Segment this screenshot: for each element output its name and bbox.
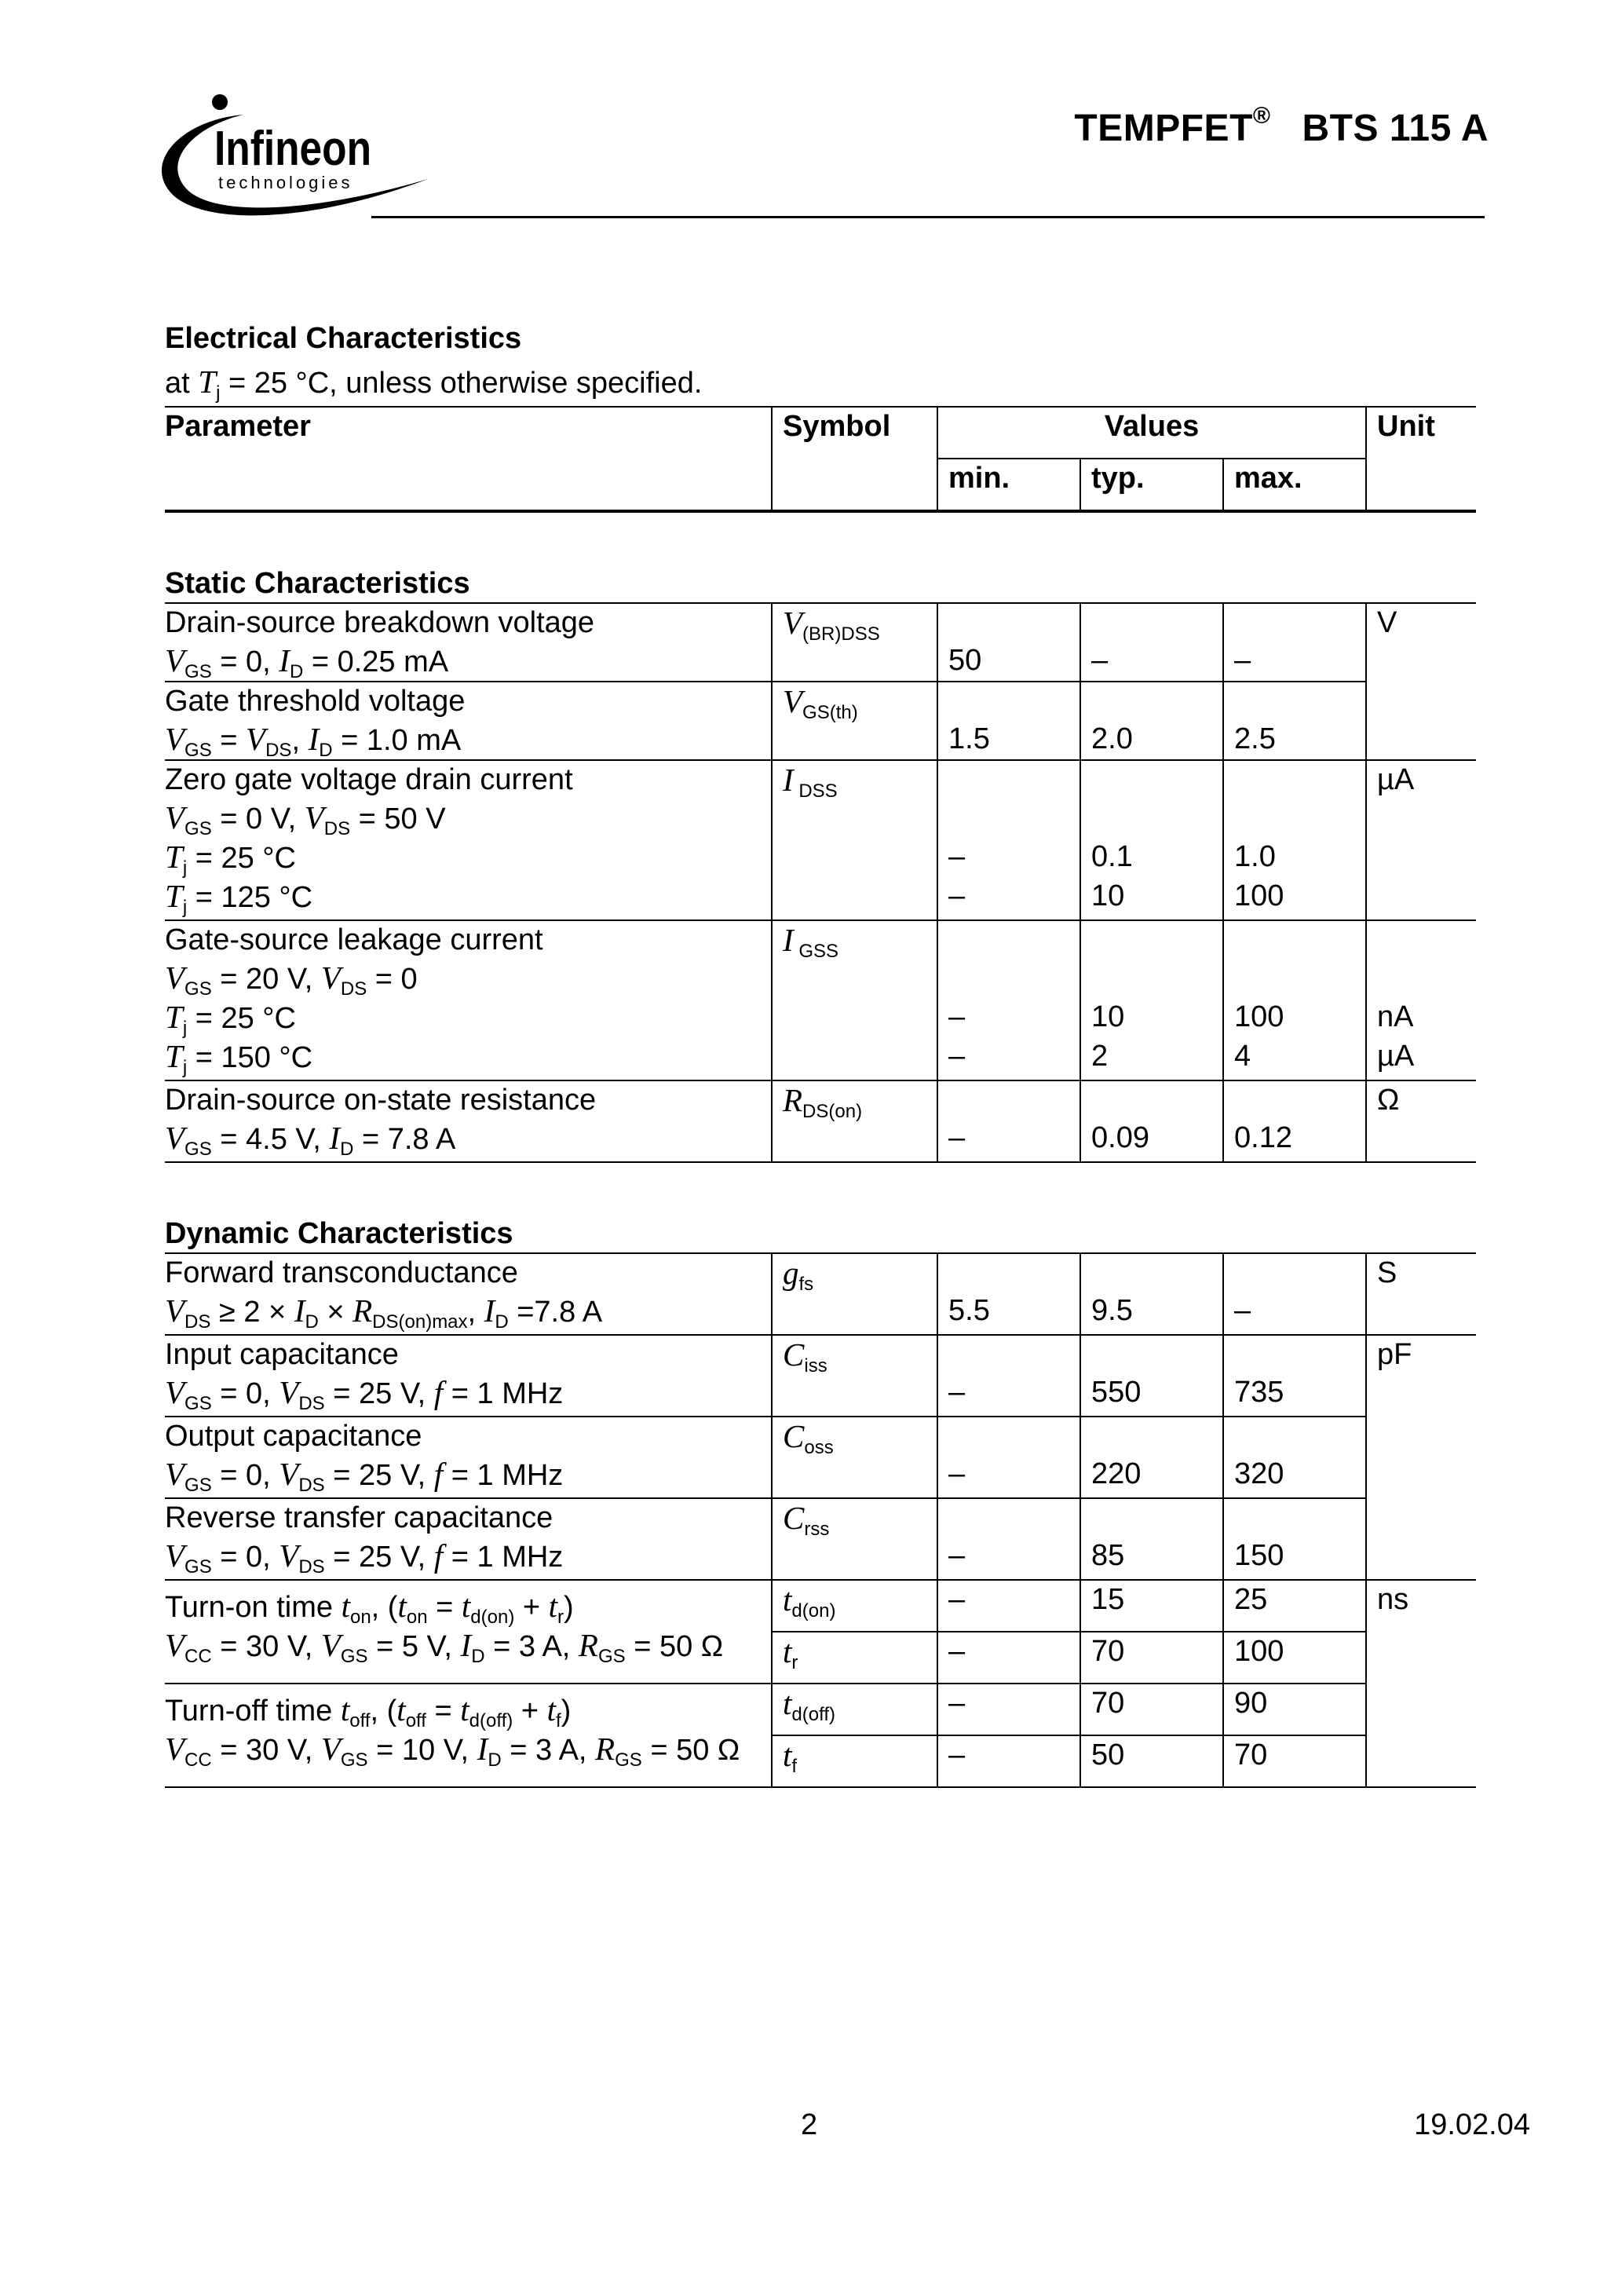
param-condition: $V_{GS} = 0$, $I_D = 0.25$ mA bbox=[165, 642, 449, 682]
table-row bbox=[165, 1080, 1476, 1119]
param-condition: $V_{GS} = 4.5$ V, $I_D = 7.8$ A bbox=[165, 1119, 772, 1162]
value-min: – bbox=[937, 1580, 1080, 1632]
table-row bbox=[165, 1580, 1476, 1632]
value-typ: 550 bbox=[1080, 1335, 1223, 1417]
value-max: 100 bbox=[1223, 998, 1366, 1037]
dynamic-title: Dynamic Characteristics bbox=[165, 1162, 1476, 1253]
table-row bbox=[165, 1253, 1476, 1292]
value-typ: 0.1 bbox=[1080, 838, 1223, 877]
section-row-dynamic bbox=[165, 1162, 1476, 1253]
table-row bbox=[165, 760, 1476, 799]
unit-cell: S bbox=[1366, 1253, 1476, 1335]
symbol-coss: $C_{oss}$ bbox=[772, 1417, 937, 1498]
value-min: – bbox=[937, 1335, 1080, 1417]
section-row-static bbox=[165, 512, 1476, 603]
value-min: – bbox=[937, 877, 1080, 920]
value-typ: 9.5 bbox=[1080, 1253, 1223, 1335]
unit-cell: V bbox=[1366, 603, 1476, 760]
value-min: – bbox=[937, 1684, 1080, 1735]
param-label: Reverse transfer capacitance bbox=[165, 1498, 772, 1537]
infineon-logo bbox=[149, 93, 448, 226]
value-max: 100 bbox=[1223, 877, 1366, 920]
symbol-tr: $t_r$ bbox=[772, 1632, 937, 1684]
header-unit: Unit bbox=[1366, 407, 1476, 510]
param-condition: $V_{GS} = 0$, $V_{DS} = 25$ V, f = 1 MHz bbox=[165, 1537, 564, 1578]
value-max: 4 bbox=[1223, 1037, 1366, 1080]
svg-text:technologies: technologies bbox=[218, 173, 353, 192]
value-min: 5.5 bbox=[937, 1253, 1080, 1335]
value-min: 1.5 bbox=[937, 682, 1080, 760]
static-title: Static Characteristics bbox=[165, 512, 1476, 603]
value-typ: 2 bbox=[1080, 1037, 1223, 1080]
param-condition: $V_{GS} = 20$ V, $V_{DS} = 0$ bbox=[165, 960, 418, 1000]
header-parameter: Parameter bbox=[165, 407, 772, 510]
param-label: Gate-source leakage current bbox=[165, 920, 772, 959]
value-typ: 0.09 bbox=[1080, 1080, 1223, 1162]
symbol-idss: I $_{DSS}$ bbox=[772, 760, 937, 920]
value-typ: 10 bbox=[1080, 998, 1223, 1037]
param-turn-off: Turn-off time $t_{off}$, $(t_{off} = t_{d(off)} + t_f)$ $V_{CC} = 30$ V, $V_{GS} = 10$ V, $I_D = 3$ A, $R_{GS} = 50$ Ω bbox=[165, 1684, 772, 1787]
value-typ: 70 bbox=[1080, 1632, 1223, 1684]
param-label: Zero gate voltage drain current bbox=[165, 760, 772, 799]
symbol-vbrdss: $V_{(BR)DSS}$ bbox=[772, 603, 937, 682]
header-values: Values bbox=[937, 407, 1366, 459]
value-max: 150 bbox=[1223, 1498, 1366, 1580]
value-max: 70 bbox=[1223, 1735, 1366, 1787]
page-date: 19.02.04 bbox=[1414, 2108, 1530, 2141]
value-typ: 10 bbox=[1080, 877, 1223, 920]
symbol-crss: $C_{rss}$ bbox=[772, 1498, 937, 1580]
unit-cell: µA bbox=[1366, 1037, 1476, 1080]
electrical-characteristics-table bbox=[165, 406, 1476, 1788]
value-min: – bbox=[937, 1498, 1080, 1580]
value-typ: 85 bbox=[1080, 1498, 1223, 1580]
value-max: – bbox=[1223, 603, 1366, 682]
unit-cell: nA bbox=[1366, 998, 1476, 1037]
symbol-ciss: $C_{iss}$ bbox=[772, 1335, 937, 1417]
table-row bbox=[165, 1498, 1476, 1537]
value-min: – bbox=[937, 998, 1080, 1037]
value-min: – bbox=[937, 1417, 1080, 1498]
value-max: 1.0 bbox=[1223, 838, 1366, 877]
unit-cell: pF bbox=[1366, 1335, 1476, 1580]
header-rule bbox=[371, 216, 1485, 218]
value-typ: 2.0 bbox=[1080, 682, 1223, 760]
symbol-rdson: $R_{DS(on)}$ bbox=[772, 1080, 937, 1162]
param-label: Drain-source on-state resistance bbox=[165, 1080, 772, 1119]
document-title: TEMPFET® BTS 115 A bbox=[1074, 103, 1489, 149]
header-max: max. bbox=[1223, 459, 1366, 510]
param-condition: $V_{GS} = 0$ V, $V_{DS} = 50$ V bbox=[165, 799, 446, 839]
value-typ: 70 bbox=[1080, 1684, 1223, 1735]
param-temp: $T_j = 25$ °C bbox=[165, 999, 296, 1039]
param-label: Output capacitance bbox=[165, 1417, 772, 1455]
param-condition: $V_{GS} = 0$, $V_{DS} = 25$ V, f = 1 MHz bbox=[165, 1456, 564, 1496]
value-min: – bbox=[937, 1632, 1080, 1684]
value-min: – bbox=[937, 838, 1080, 877]
table-row bbox=[165, 682, 1476, 720]
header-symbol: Symbol bbox=[772, 407, 937, 510]
value-typ: 50 bbox=[1080, 1735, 1223, 1787]
table-row bbox=[165, 1417, 1476, 1455]
param-temp: $T_j = 25$ °C bbox=[165, 839, 296, 879]
value-min: 50 bbox=[937, 603, 1080, 682]
value-min: – bbox=[937, 1080, 1080, 1162]
value-max: 90 bbox=[1223, 1684, 1366, 1735]
unit-cell: Ω bbox=[1366, 1080, 1476, 1162]
value-typ: 220 bbox=[1080, 1417, 1223, 1498]
table-header-row bbox=[165, 407, 1476, 459]
value-typ: – bbox=[1080, 603, 1223, 682]
value-max: 25 bbox=[1223, 1580, 1366, 1632]
symbol-tf: $t_f$ bbox=[772, 1735, 937, 1787]
value-max: 100 bbox=[1223, 1632, 1366, 1684]
value-max: 2.5 bbox=[1223, 682, 1366, 760]
header-min: min. bbox=[937, 459, 1080, 510]
section-condition: at $T_j = 25$ °C, unless otherwise specified. bbox=[165, 364, 703, 404]
param-temp: $T_j = 125$ °C bbox=[165, 878, 313, 918]
value-min: – bbox=[937, 1735, 1080, 1787]
param-label: Input capacitance bbox=[165, 1335, 772, 1373]
symbol-igss: I $_{GSS}$ bbox=[772, 920, 937, 1080]
param-condition: $V_{DS} \ge 2 \times I_D \times R_{DS(on)max}$, $I_D =7.8$ A bbox=[165, 1292, 603, 1333]
symbol-tdon: $t_{d(on)}$ bbox=[772, 1580, 937, 1632]
param-condition: $V_{GS} = 0$, $V_{DS} = 25$ V, f = 1 MHz bbox=[165, 1374, 564, 1414]
table-row bbox=[165, 1335, 1476, 1373]
param-label: Drain-source breakdown voltage bbox=[165, 606, 595, 639]
param-temp: $T_j = 150$ °C bbox=[165, 1038, 313, 1078]
symbol-tdoff: $t_{d(off)}$ bbox=[772, 1684, 937, 1735]
table-row bbox=[165, 603, 1476, 642]
value-min: – bbox=[937, 1037, 1080, 1080]
symbol-vgsth: $V_{GS(th)}$ bbox=[772, 682, 937, 760]
unit-cell: µA bbox=[1366, 760, 1476, 920]
param-label: Forward transconductance bbox=[165, 1256, 518, 1289]
param-condition: $V_{GS} = V_{DS}$, $I_D = 1.0$ mA bbox=[165, 721, 462, 761]
value-typ: 15 bbox=[1080, 1580, 1223, 1632]
page-number: 2 bbox=[801, 2108, 818, 2141]
header-typ: typ. bbox=[1080, 459, 1223, 510]
unit-cell: ns bbox=[1366, 1580, 1476, 1787]
table-row bbox=[165, 920, 1476, 959]
svg-text:Infineon: Infineon bbox=[214, 122, 371, 176]
section-title: Electrical Characteristics bbox=[165, 322, 522, 355]
value-max: 320 bbox=[1223, 1417, 1366, 1498]
value-max: 735 bbox=[1223, 1335, 1366, 1417]
param-label: Gate threshold voltage bbox=[165, 682, 772, 720]
param-turn-on: Turn-on time $t_{on}$, $(t_{on} = t_{d(on)} + t_r)$ $V_{CC} = 30$ V, $V_{GS} = 5$ V, $I_D = 3$ A, $R_{GS} = 50$ Ω bbox=[165, 1580, 772, 1684]
symbol-gfs: $g_{fs}$ bbox=[772, 1253, 937, 1335]
table-row bbox=[165, 1684, 1476, 1735]
value-max: 0.12 bbox=[1223, 1080, 1366, 1162]
value-max: – bbox=[1223, 1253, 1366, 1335]
